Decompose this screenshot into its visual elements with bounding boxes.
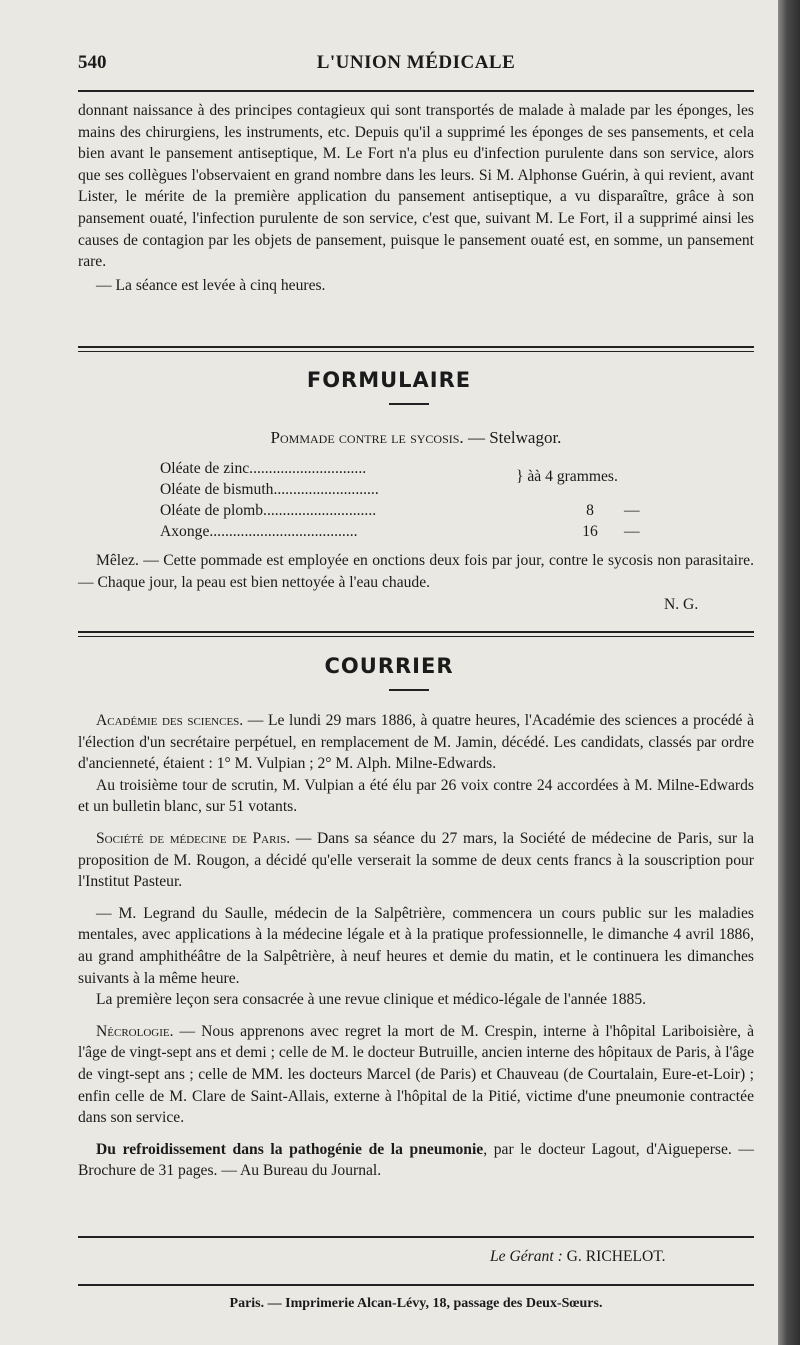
necrologie-body: — Nous apprenons avec regret la mort de M. Crespin, interne à l'hôpital Lariboisière, à l'âge de vingt-sept ans et demi ; celle de M. le docteur Butruille, ancien interne des hôpitaux de Paris, à l'âge de vingt-sept ans ; celle de MM. les docteurs Marcel (de Paris) et Chauveau (de Courtalain, Eure-et-Loir) ; enfin celle de M. Clare de Saint-Allais, externe à l'hôpital de la Pitié, victime d'une pneumonie contractée dans son service. xyxy=(78,1022,754,1127)
gerant-label: Le Gérant : xyxy=(490,1248,563,1265)
brochure-body: , par le docteur Lagout, d'Aigueperse. — Brochure de 31 pages. — Au Bureau du Journal. xyxy=(78,1140,755,1180)
courrier-title: COURRIER xyxy=(324,654,454,678)
necrologie-lead: Nécrologie. xyxy=(96,1022,174,1040)
brace-quantity: } àà 4 grammes. xyxy=(516,468,618,485)
gerant-rule-bottom xyxy=(78,1284,754,1286)
formula-name: Pommade contre le sycosis. xyxy=(270,428,464,447)
ingredient-name: Oléate de plomb............................. xyxy=(160,502,377,519)
courrier-divider-top xyxy=(78,631,754,633)
courrier-section xyxy=(78,710,754,1182)
header-rule xyxy=(78,90,754,92)
page-header xyxy=(78,52,754,82)
formula-signature: N. G. xyxy=(664,596,699,613)
academie-lead: Académie des sciences. xyxy=(96,712,244,729)
ingredient-name: Axonge...................................... xyxy=(160,523,358,540)
ingredient-name: Oléate de bismuth........................... xyxy=(160,481,379,498)
formula-title xyxy=(78,428,754,448)
academie-body: — Le lundi 29 mars 1886, à quatre heures, l'Académie des sciences a procédé à l'élection d'un secrétaire perpétuel, en remplacement de M. Jamin, décédé. Les candidats, classés par ordre d'ancienneté, étaient : 1° M. Vulpian ; 2° M. Alph. Milne-Edwards. xyxy=(78,712,754,773)
societe-body: — Dans sa séance du 27 mars, la Société de médecine de Paris, sur la proposition de M. Rougon, a décidé qu'elle verserait la somme de deux cents francs à la souscription pour l'Institut Pasteur. xyxy=(78,829,754,891)
gerant-line xyxy=(490,1248,666,1266)
ingredient-row xyxy=(160,521,760,542)
formula-author: — Stelwagor. xyxy=(463,428,562,447)
courrier-divider-bottom xyxy=(78,636,754,637)
gerant-name: G. RICHELOT. xyxy=(562,1248,666,1265)
scrutin-paragraph: Au troisième tour de scrutin, M. Vulpian a été élu par 26 voix contre 24 accordées à M. Milne-Edwards et un bulletin blanc, sur 51 votants. xyxy=(78,776,754,816)
brochure-paragraph xyxy=(78,1139,754,1182)
ingredient-qty: 8 xyxy=(586,502,594,519)
seance-closing: — La séance est levée à cinq heures. xyxy=(96,276,326,294)
ingredient-row xyxy=(160,479,760,500)
printer-footer: Paris. — Imprimerie Alcan-Lévy, 18, passage des Deux-Sœurs. xyxy=(229,1296,603,1311)
ingredient-list xyxy=(160,458,760,542)
ingredient-qty: 16 xyxy=(582,523,598,540)
brochure-title: Du refroidissement dans la pathogénie de la pneumonie xyxy=(96,1140,484,1158)
formulaire-title: FORMULAIRE xyxy=(306,368,472,392)
ingredient-row xyxy=(160,500,760,521)
formula-instructions: Mêlez. — Cette pommade est employée en onctions deux fois par jour, contre le sycosis non parasitaire. — Chaque jour, la peau est bien nettoyée à l'eau chaude. xyxy=(78,552,754,591)
intro-section xyxy=(78,100,754,296)
formulaire-title-underline xyxy=(389,403,429,405)
ingredient-unit-dash: — xyxy=(624,523,640,540)
gerant-rule-top xyxy=(78,1236,754,1238)
courrier-title-underline xyxy=(389,689,429,691)
societe-lead: Société de médecine de Paris. xyxy=(96,829,291,847)
section-divider-top xyxy=(78,346,754,348)
intro-paragraph: donnant naissance à des principes contagieux qui sont transportés de malade à malade par les éponges, les mains des chirurgiens, les instruments, etc. Depuis qu'il a supprimé les éponges de ses pansements, et cela bien avant le pansement antiseptique, M. Le Fort n'a plus eu d'infection purulente dans son service, alors que ses collègues l'observaient en grand nombre dans les leurs. Si M. Alphonse Guérin, à qui revient, avant Lister, le mérite de la première application du pansement antiseptique, a vu disparaître, grâce à son pansement ouaté, l'infection purulente de son service, c'est que, suivant M. Le Fort, il a supprimé ainsi les causes de contagion par les objets de pansement, puisque le pansement ouaté est, en somme, un pansement rare. xyxy=(78,102,754,271)
societe-paragraph xyxy=(78,828,754,893)
academie-paragraph xyxy=(78,710,754,775)
ingredient-row xyxy=(160,458,760,479)
necrologie-paragraph xyxy=(78,1021,754,1129)
running-title: L'UNION MÉDICALE xyxy=(316,52,516,73)
legrand-paragraph: — M. Legrand du Saulle, médecin de la Salpêtrière, commencera un cours public sur les maladies mentales, avec applications à la médecine légale et à la pratique professionnelle, le dimanche 4 avril 1886, au grand amphithéâtre de la Salpêtrière, à neuf heures et demie du matin, et le continuera les dimanches suivants à la même heure. xyxy=(78,904,754,987)
lecon-paragraph: La première leçon sera consacrée à une revue clinique et médico-légale de l'année 1885. xyxy=(96,991,647,1009)
page-number: 540 xyxy=(78,52,107,73)
section-divider-bottom xyxy=(78,351,754,352)
ingredient-name: Oléate de zinc.............................. xyxy=(160,460,367,477)
ingredient-unit-dash: — xyxy=(624,502,640,519)
page-edge-shadow xyxy=(778,0,800,1345)
